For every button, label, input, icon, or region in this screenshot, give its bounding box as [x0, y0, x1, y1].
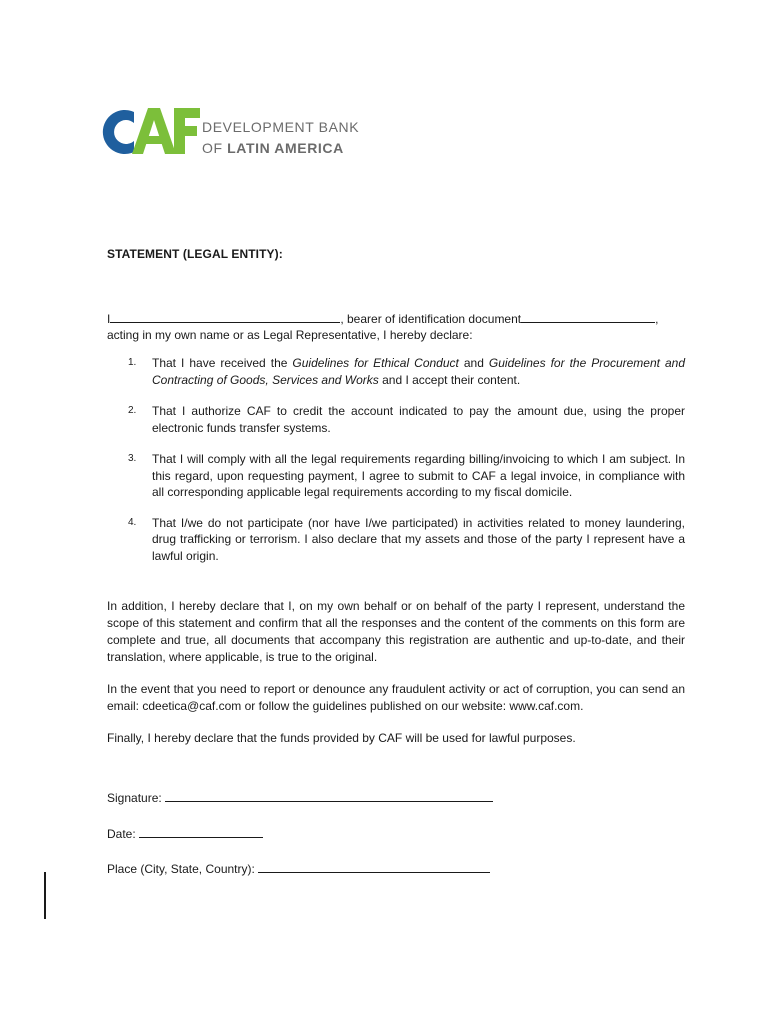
paragraph-understanding: In addition, I hereby declare that I, on my own behalf or on behalf of the party I represent, understand the scope of this statement and confirm that all the responses and the content of the comments on this form are complete and true, all documents that accompany this registration are authentic and up-to-date, and their translation, where applicable, is true to the original. [107, 599, 685, 664]
paragraph-funds-use: Finally, I hereby declare that the funds provided by CAF will be used for lawful purposes. [107, 731, 576, 745]
list-item [107, 515, 685, 565]
caf-logo [90, 104, 360, 160]
document-heading: STATEMENT (LEGAL ENTITY): [107, 247, 283, 261]
declaration-bearer: , bearer of identification document [340, 312, 522, 326]
list-item-number: 2. [128, 405, 137, 416]
signature-row [107, 790, 493, 805]
name-blank[interactable] [110, 311, 340, 323]
id-document-blank[interactable] [521, 311, 655, 323]
declaration-line-1 [107, 311, 685, 328]
svg-text:OF LATIN AMERICA [202, 140, 344, 156]
place-blank[interactable] [258, 861, 490, 873]
list-item-number: 3. [128, 453, 137, 464]
logo-line1: DEVELOPMENT BANK [202, 119, 360, 135]
declaration-line-2: acting in my own name or as Legal Representative, I hereby declare: [107, 328, 473, 342]
date-row [107, 826, 263, 841]
logo-line2-bold: LATIN AMERICA [227, 140, 344, 156]
paragraph-report-fraud: In the event that you need to report or denounce any fraudulent activity or act of corruption, you can send an email: cdeetica@caf.com or follow the guidelines published on our website: www.caf.com. [107, 682, 685, 713]
list-item-text: and [458, 356, 489, 370]
signature-label: Signature: [107, 791, 162, 805]
signature-blank[interactable] [165, 790, 493, 802]
guidelines-procurement: Guidelines for the Procurement and Contracting of Goods, Services and Works [152, 356, 685, 387]
list-item-text: That I/we do not participate (nor have I/we participated) in activities related to money laundering, drug trafficking or terrorism. I also declare that my assets and those of the party I represent have a lawful origin. [152, 515, 685, 563]
list-item [107, 355, 685, 388]
margin-change-bar [44, 872, 46, 919]
declaration-i: I [107, 312, 111, 326]
list-item [107, 451, 685, 501]
list-item [107, 403, 685, 436]
list-item-number: 4. [128, 516, 137, 528]
place-row [107, 861, 490, 876]
declaration-comma: , [655, 312, 659, 326]
guidelines-ethical-conduct: Guidelines for Ethical Conduct [292, 356, 459, 370]
date-blank[interactable] [139, 826, 263, 838]
logo-line2-prefix: OF [202, 140, 228, 156]
declaration-list [107, 355, 685, 579]
list-item-text: and I accept their content. [378, 372, 521, 387]
date-label: Date: [107, 827, 136, 841]
place-label: Place (City, State, Country): [107, 862, 255, 876]
list-item-text: That I have received the [152, 356, 293, 370]
list-item-number: 1. [128, 357, 137, 368]
list-item-text: That I will comply with all the legal requirements regarding billing/invoicing to which I am subject. In this regard, upon requesting payment, I agree to submit to CAF a legal invoice, in compliance with all corresponding applicable legal requirements according to my fiscal domicile. [152, 452, 685, 499]
list-item-text: That I authorize CAF to credit the account indicated to pay the amount due, using the proper electronic funds transfer systems. [152, 404, 685, 435]
